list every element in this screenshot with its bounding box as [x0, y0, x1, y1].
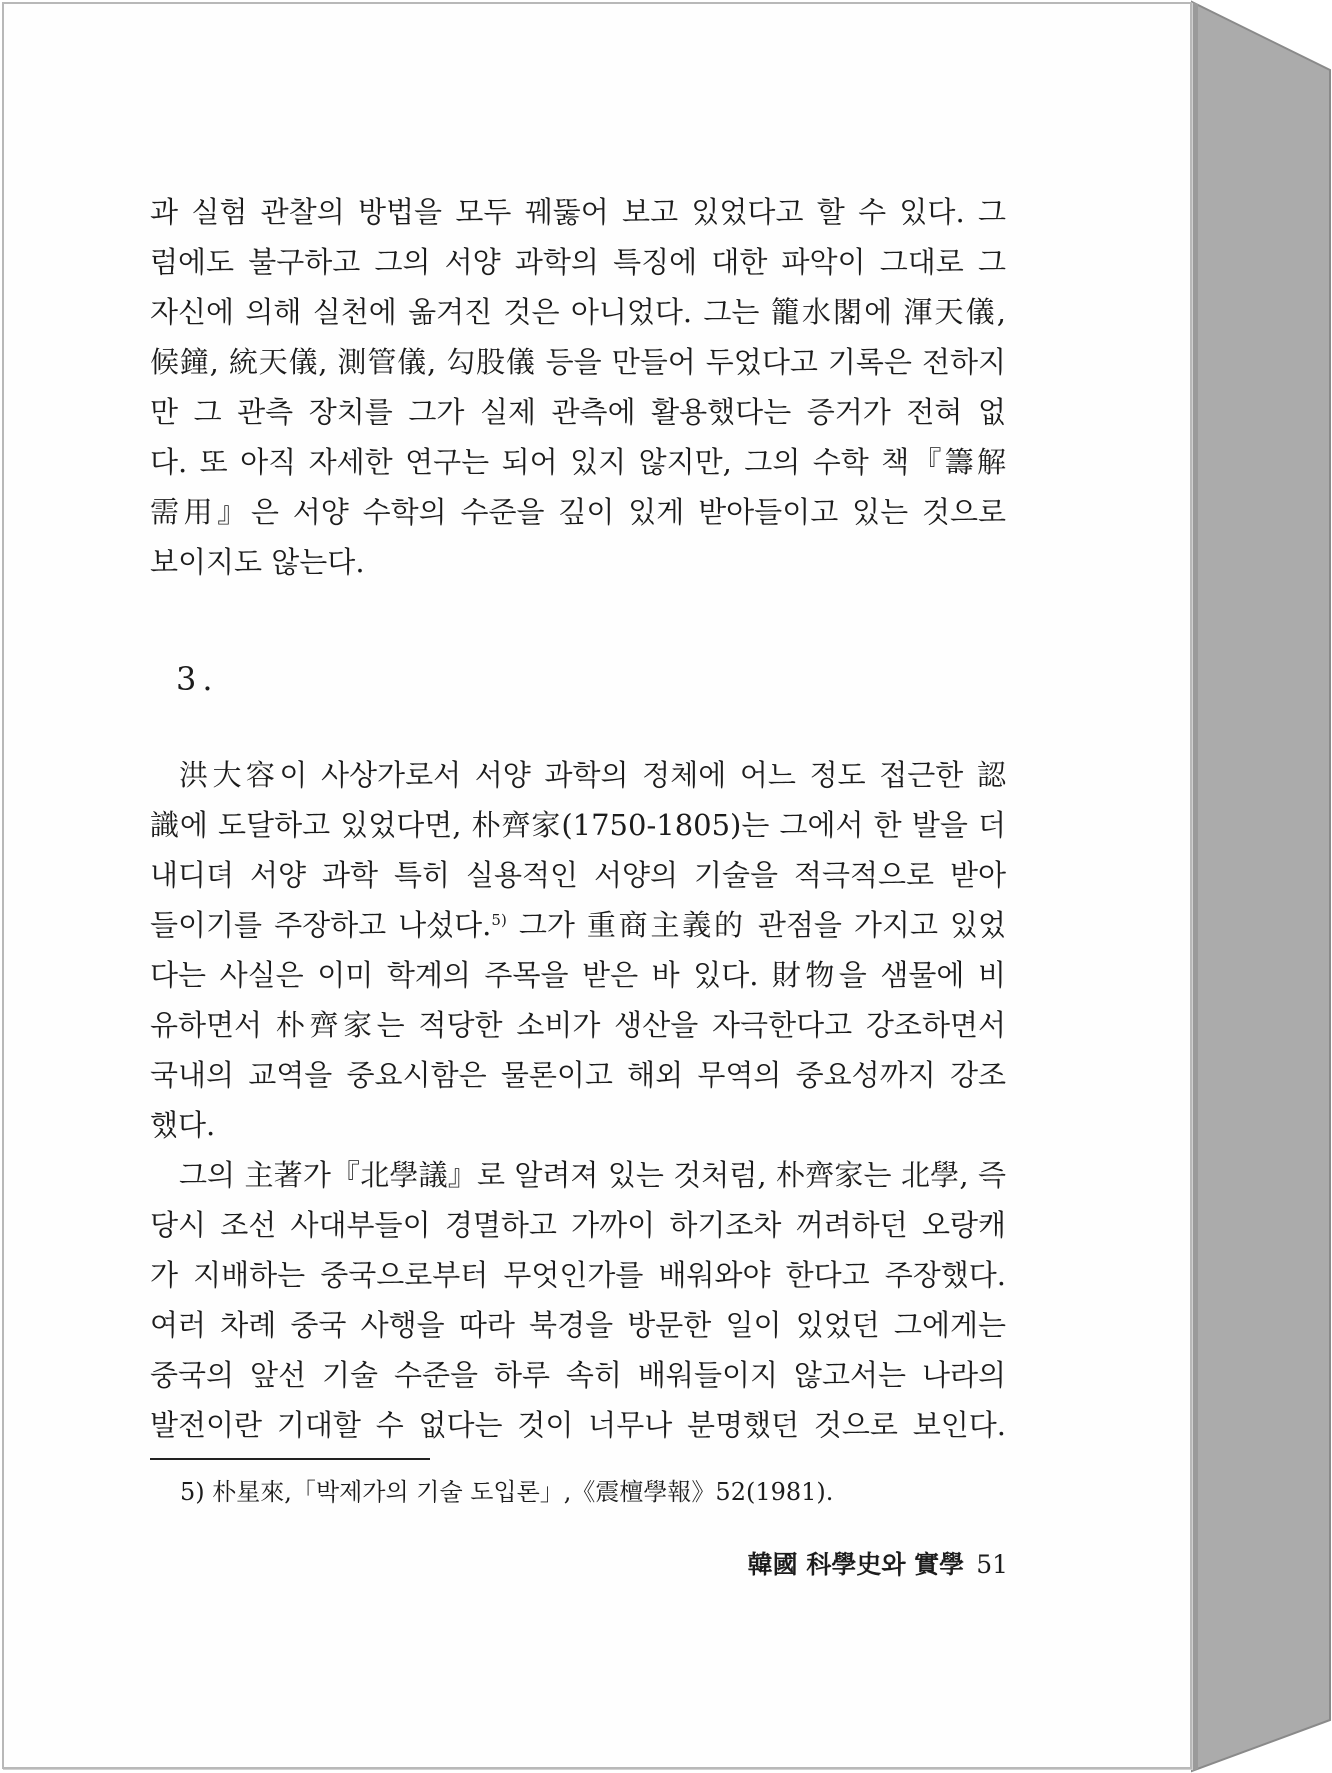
paragraph-line: 유하면서 朴齊家는 적당한 소비가 생산을 자극한다고 강조하면서 [150, 1008, 1006, 1042]
paragraph-line: 가 지배하는 중국으로부터 무엇인가를 배워와야 한다고 주장했다. [150, 1258, 1006, 1292]
footnote-marker[interactable]: 5) [491, 911, 507, 929]
paragraph-line-text: 그가 重商主義的 관점을 가지고 있었 [506, 908, 1007, 942]
paragraph-line: 需用』은 서양 수학의 수준을 깊이 있게 받아들이고 있는 것으로 [150, 495, 1006, 529]
paragraph-1 [150, 187, 1006, 587]
paragraph-line: 그의 主著가『北學議』로 알려져 있는 것처럼, 朴齊家는 北學, 즉 [179, 1158, 1006, 1192]
paragraph-line: 보이지도 않는다. [150, 545, 365, 579]
paragraph-line: 국내의 교역을 중요시함은 물론이고 해외 무역의 중요성까지 강조 [150, 1058, 1006, 1092]
paragraph-line: 洪大容이 사상가로서 서양 과학의 정체에 어느 정도 접근한 認 [179, 758, 1006, 792]
paragraph-2 [150, 750, 1006, 1150]
paragraph-3 [150, 1150, 1006, 1450]
paragraph-line-text: 들이기를 주장하고 나섰다. [150, 908, 492, 942]
running-title: 韓國 科學史와 實學 [747, 1550, 965, 1579]
paragraph-line: 여러 차례 중국 사행을 따라 북경을 방문한 일이 있었던 그에게는 [150, 1308, 1006, 1342]
paragraph-line: 중국의 앞선 기술 수준을 하루 속히 배워들이지 않고서는 나라의 [150, 1358, 1006, 1392]
paragraph-line: 자신에 의해 실천에 옮겨진 것은 아니었다. 그는 籠水閣에 渾天儀, [150, 295, 1006, 329]
paragraph-line: 과 실험 관찰의 방법을 모두 꿰뚫어 보고 있었다고 할 수 있다. 그 [150, 195, 1006, 229]
paragraph-line: 당시 조선 사대부들이 경멸하고 가까이 하기조차 꺼려하던 오랑캐 [150, 1208, 1006, 1242]
paragraph-line: 만 그 관측 장치를 그가 실제 관측에 활용했다는 증거가 전혀 없 [150, 395, 1006, 429]
paragraph-line: 識에 도달하고 있었다면, 朴齊家(1750-1805)는 그에서 한 발을 더 [150, 808, 1006, 842]
paragraph-line: 다. 또 아직 자세한 연구는 되어 있지 않지만, 그의 수학 책『籌解 [150, 445, 1006, 479]
paragraph-line: 발전이란 기대할 수 없다는 것이 너무나 분명했던 것으로 보인다. [150, 1408, 1006, 1442]
footnote-divider [150, 1458, 430, 1460]
page-number: 51 [976, 1550, 1008, 1579]
paragraph-line: 다는 사실은 이미 학계의 주목을 받은 바 있다. 財物을 샘물에 비 [150, 958, 1006, 992]
footnote: 5) 朴星來,「박제가의 기술 도입론」,《震檀學報》52(1981). [180, 1478, 834, 1506]
paragraph-line-with-footnote [150, 900, 1006, 950]
running-footer [700, 1545, 1008, 1585]
paragraph-line: 럼에도 불구하고 그의 서양 과학의 특징에 대한 파악이 그대로 그 [150, 245, 1006, 279]
paragraph-line: 候鐘, 統天儀, 測管儀, 勾股儀 등을 만들어 두었다고 기록은 전하지 [150, 345, 1006, 379]
paragraph-line: 내디뎌 서양 과학 특히 실용적인 서양의 기술을 적극적으로 받아 [150, 858, 1006, 892]
section-number: 3. [176, 660, 219, 698]
paragraph-line: 했다. [150, 1108, 216, 1142]
